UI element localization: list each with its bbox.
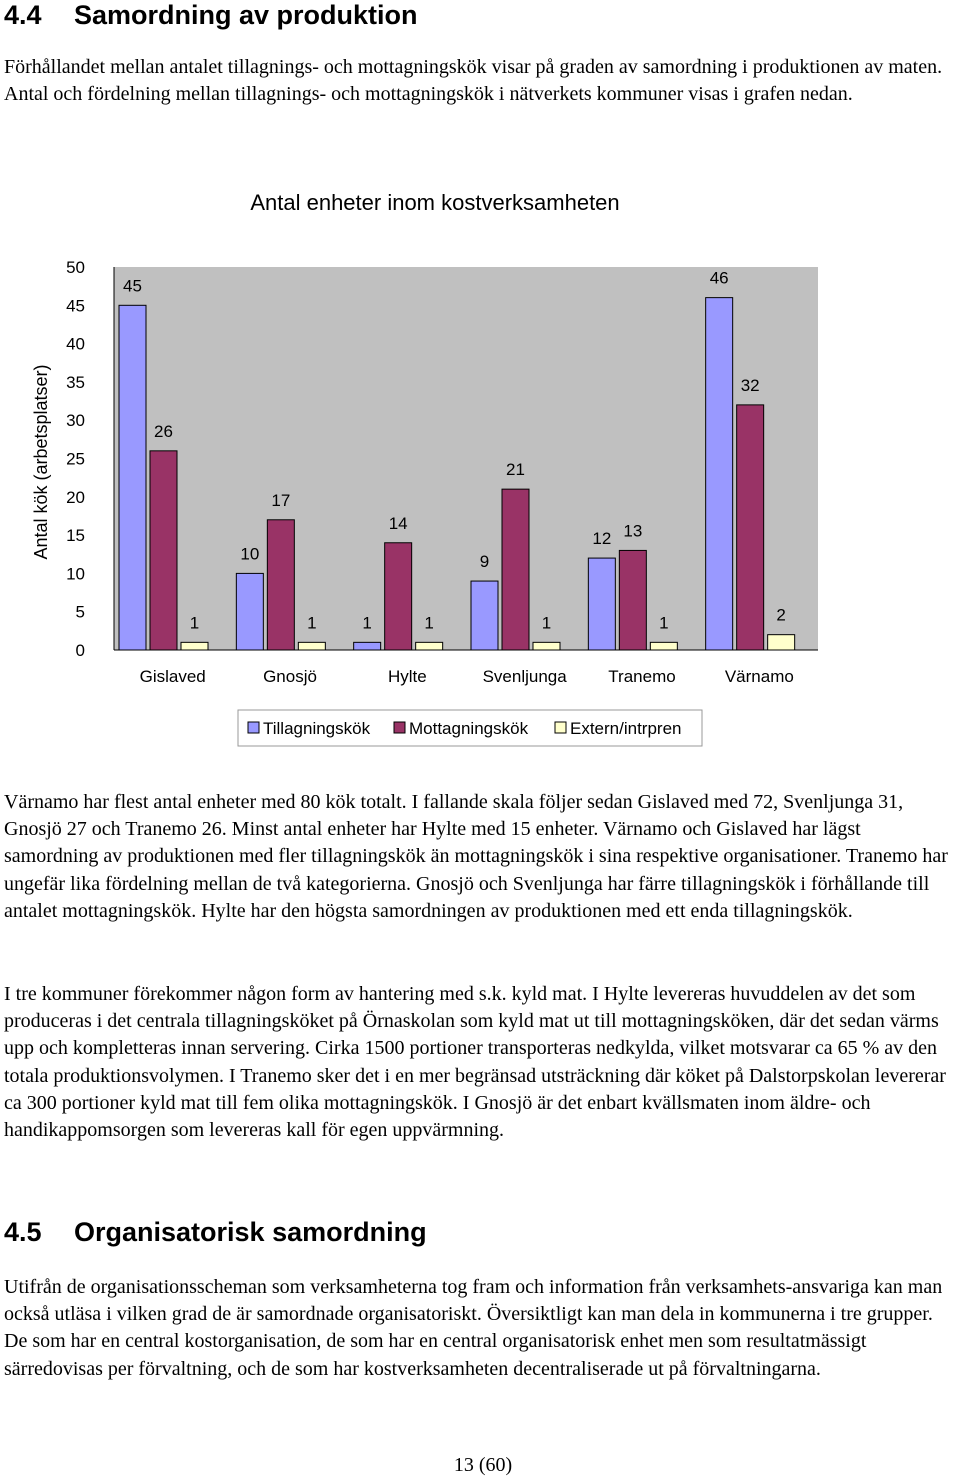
y-tick-label: 45 [66, 296, 85, 316]
bar [619, 550, 646, 650]
bar [416, 642, 443, 650]
section-number: 4.4 [4, 0, 42, 30]
data-label: 45 [123, 276, 142, 296]
section-title: Samordning av produktion [74, 0, 418, 30]
data-label: 1 [541, 613, 552, 633]
legend [238, 710, 702, 746]
data-label: 1 [362, 613, 372, 633]
legend-label: Tillagningskök [263, 719, 371, 738]
legend-label: Extern/intrpren [570, 719, 682, 738]
bar [236, 573, 263, 650]
bar [267, 520, 294, 650]
data-label: 26 [154, 421, 173, 441]
data-label: 13 [623, 521, 643, 541]
data-label: 14 [388, 513, 408, 533]
bar [119, 305, 146, 650]
y-tick-label: 35 [66, 372, 85, 392]
y-tick-label: 15 [66, 526, 85, 546]
y-axis-label: Antal kök (arbetsplatser) [31, 364, 51, 560]
bar [768, 635, 795, 650]
bar [181, 642, 208, 650]
bar [385, 543, 412, 650]
x-category-label: Tranemo [608, 667, 676, 686]
data-label: 9 [479, 552, 490, 572]
legend-swatch [394, 722, 405, 733]
y-tick-label: 0 [75, 641, 85, 660]
y-tick-label: 5 [75, 602, 85, 622]
intro-paragraph: Förhållandet mellan antalet tillagnings- och mottagningskök visar på graden av samordning i produktionen av maten. Antal och fördelning mellan tillagnings- och mottagningskök i nätverkets kommuner visas i grafen nedan. [4, 56, 943, 106]
data-label: 1 [659, 613, 669, 633]
data-label: 17 [271, 490, 291, 510]
bar [298, 642, 325, 650]
bar [737, 405, 764, 650]
section-4-5-paragraph: Utifrån de organisationsscheman som verksamheterna tog fram och information från verksamhets-ansvariga kan man också utläsa i vilken grad de är samordnade organisatoriskt. Översiktligt kan man dela in kommunerna i tre grupper. De som har en central kostorganisation, de som har en central organisatorisk enhet men som resultatmässigt särredovisas per förvaltning, och de som har kostverksamheten decentraliserade ut på förvaltningarna. [4, 1276, 943, 1380]
category-labels [140, 667, 794, 686]
chart-title: Antal enheter inom kostverksamheten [250, 190, 620, 215]
bar [588, 558, 615, 650]
data-label: 2 [776, 605, 786, 625]
data-label: 1 [424, 613, 434, 633]
legend-swatch [248, 722, 259, 733]
data-label: 46 [709, 268, 729, 288]
x-category-label: Gislaved [139, 667, 206, 686]
section-heading-4-4 [4, 0, 418, 31]
legend-swatch [555, 722, 566, 733]
analysis-paragraph-1: Värnamo har flest antal enheter med 80 kök totalt. I fallande skala följer sedan Gislaved med 72, Svenljunga 31, Gnosjö 27 och Tranemo 26. Minst antal enheter har Hylte med 15 enheter. Värnamo och Gislaved har lägst samordning av produktionen med fler tillagningskök än mottagningskök i sina respektive organisationer. Tranemo har ungefär lika fördelning mellan de två kategorierna. Gnosjö och Svenljunga har färre tillagningskök i förhållande till antalet mottagningskök. Hylte har den högsta samordningen av produktionen med ett enda tillagningskök. [4, 791, 948, 922]
bar [650, 642, 677, 650]
bar [502, 489, 529, 650]
y-tick-label: 30 [66, 411, 85, 431]
bar [354, 642, 381, 650]
y-tick-label: 20 [66, 487, 85, 507]
page-number: 13 (60) [453, 1454, 513, 1476]
analysis-paragraph-2: I tre kommuner förekommer någon form av hantering med s.k. kyld mat. I Hylte levereras huvuddelen av det som produceras i det centrala tillagningsköket på Örnaskolan som kyld mat ut till mottagningsköken, där det sedan värms upp och kompletteras innan servering. Cirka 1500 portioner transporteras nedkylda, vilket motsvarar ca 65 % av den totala produktionsvolymen. I Tranemo sker det i en mer begränsad utsträckning där köket på Dalstorpskolan levererar ca 300 portioner kyld mat till fem olika mottagningskök. I Gnosjö är det enbart kvällsmaten inom äldre- och handikappomsorgen som levereras kall för egen uppvärmning. [4, 983, 946, 1142]
x-category-label: Gnosjö [263, 667, 317, 686]
data-label: 1 [307, 613, 317, 633]
data-label: 21 [506, 460, 525, 480]
x-category-label: Värnamo [724, 667, 794, 686]
data-label: 10 [240, 544, 260, 564]
y-tick-label: 40 [66, 334, 85, 354]
y-tick-labels [66, 258, 85, 660]
section-number: 4.5 [4, 1217, 42, 1247]
y-tick-label: 25 [66, 449, 85, 469]
y-tick-label: 10 [66, 564, 85, 584]
bar [150, 451, 177, 650]
bar [471, 581, 498, 650]
legend-label: Mottagningskök [409, 719, 529, 738]
data-label: 12 [592, 529, 612, 549]
y-tick-label: 50 [66, 258, 85, 277]
bar [706, 298, 733, 650]
data-label: 1 [189, 613, 200, 633]
bar [533, 642, 560, 650]
section-heading-4-5 [4, 1217, 427, 1248]
section-title: Organisatorisk samordning [74, 1217, 427, 1247]
x-category-label: Svenljunga [482, 667, 567, 686]
kitchen-units-chart [0, 170, 960, 760]
data-label: 32 [740, 375, 760, 395]
x-category-label: Hylte [387, 667, 427, 686]
